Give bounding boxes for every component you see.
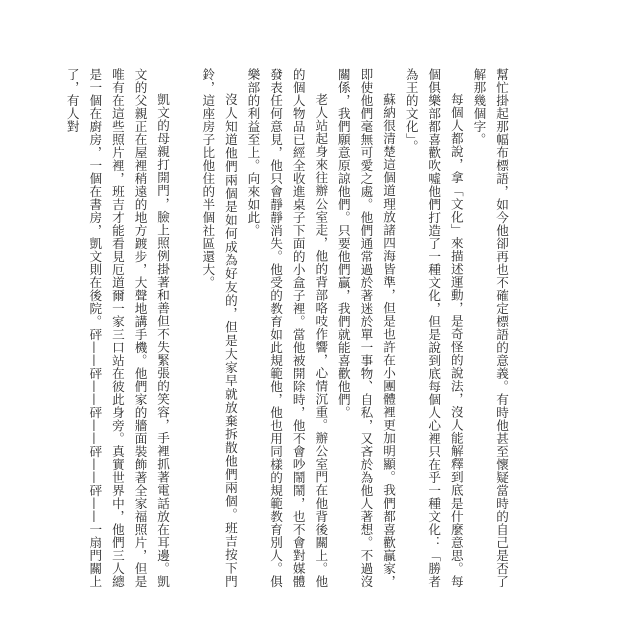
- paragraph-5: 沒人知道他們兩個是如何成為好友的，但是大家早就放棄拆散他們兩個。班吉按下門鈴，這座房子比他住的半個社區還大。: [200, 68, 238, 588]
- paragraph-6: 凱文的母親打開門，臉上照例掛著和善但不失緊張的笑容，手裡抓著電話放在耳邊。凱文的父親正在屋裡稍遠的地方踱步，大聲地講手機。他們家的牆面裝飾著全家福照片，但是唯有在這些照片裡，班吉才能看見厄道爾一家三口站在彼此身旁。真實世界中，他們三人總是一個在廚房，一個在書房，凱文則在後院。砰——砰——砰——砰——砰——一扇門關上了，有人對: [64, 68, 171, 588]
- paragraph-2: 每個人都說，拿「文化」來描述運動，是奇怪的說法，沒人能解釋到底是什麼意思。每個俱樂部都喜歡吹噓他們打造了一種文化，但是說到底每個人心裡只在乎一種文化：「勝者為王的文化」。: [403, 68, 464, 588]
- paragraph-3: 蘇納很清楚這個道理放諸四海皆準，但是也許在小團體裡更加明顯。我們都喜歡贏家，即使他們毫無可愛之處。他們通常過於著迷於單一事物、自私，又吝於為他人著想。不過沒關係，我們願意原諒他們。只要他們贏，我們就能喜歡他們。: [335, 68, 397, 588]
- paragraph-1: 幫忙掛起那幅布標語，如今他卻再也不確定標語的意義。有時他甚至懷疑當時的自己是否了解那幾個字。: [471, 68, 509, 588]
- vertical-text-block: [60, 68, 512, 588]
- paragraph-4: 老人站起身來往辦公室走，他的背部咯吱作響，心情沉重。辦公室門在他背後關上。他的個人物品已經全收進桌子下面的小盒子裡。當他被開除時，他不會吵鬧鬧，也不會對媒體發表任何意見，他只會靜靜消失。他受的教育如此規範他，他也用同樣的規範教育別人。俱樂部的利益至上。向來如此。: [245, 68, 329, 588]
